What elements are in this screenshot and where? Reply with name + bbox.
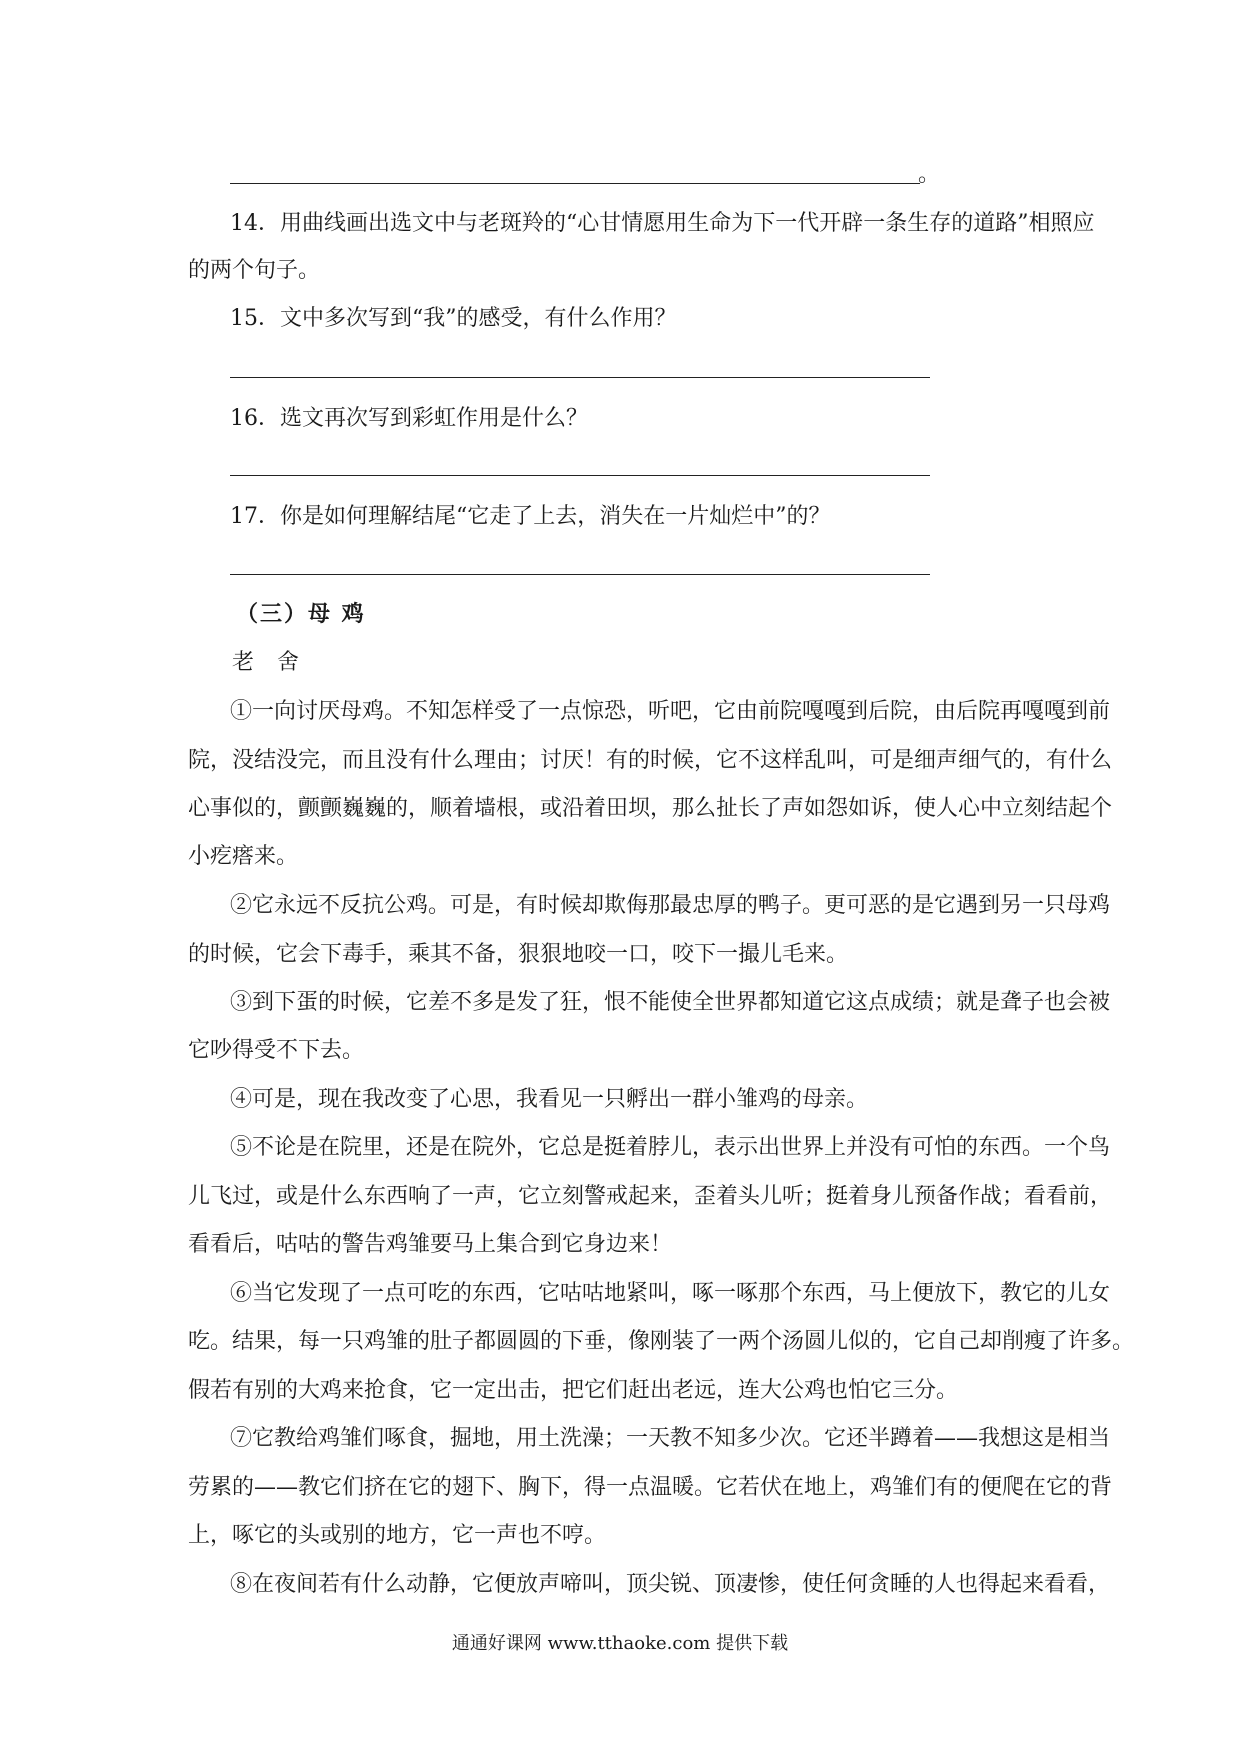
answer-line-16[interactable]	[230, 475, 930, 476]
paragraph-6-line-2: 吃。结果，每一只鸡雏的肚子都圆圆的下垂，像刚装了一两个汤圆儿似的，它自己却削瘦了许多。	[188, 1329, 1135, 1354]
paragraph-1-line-1: ①一向讨厌母鸡。不知怎样受了一点惊恐，听吧，它由前院嘎嘎到后院，由后院再嘎嘎到前	[230, 699, 1111, 724]
paragraph-4-line-1: ④可是，现在我改变了心思，我看见一只孵出一群小雏鸡的母亲。	[230, 1087, 869, 1112]
paragraph-2-line-1: ②它永远不反抗公鸡。可是，有时候却欺侮那最忠厚的鸭子。更可恶的是它遇到另一只母鸡	[230, 893, 1111, 918]
answer-line-top[interactable]	[230, 183, 920, 184]
paragraph-1-line-4: 小疙瘩来。	[188, 844, 299, 869]
paragraph-8-line-1: ⑧在夜间若有什么动静，它便放声啼叫，顶尖锐、顶凄惨，使任何贪睡的人也得起来看看，	[230, 1572, 1111, 1597]
paragraph-5-line-2: 儿飞过，或是什么东西响了一声，它立刻警戒起来，歪着头儿听；挺着身儿预备作战；看看前，	[188, 1184, 1113, 1209]
page-footer: 通通好课网 www.tthaoke.com 提供下载	[451, 1633, 789, 1654]
paragraph-1-line-2: 院，没结没完，而且没有什么理由；讨厌！有的时候，它不这样乱叫，可是细声细气的，有什么	[188, 748, 1113, 773]
answer-end-mark: 。	[918, 162, 941, 187]
paragraph-1-line-3: 心事似的，颤颤巍巍的，顺着墙根，或沿着田坝，那么扯长了声如怨如诉，使人心中立刻结起个	[188, 796, 1113, 821]
paragraph-7-line-3: 上，啄它的头或别的地方，它一声也不哼。	[188, 1523, 607, 1548]
answer-line-15[interactable]	[230, 377, 930, 378]
paragraph-2-line-2: 的时候，它会下毒手，乘其不备，狠狠地咬一口，咬下一撮儿毛来。	[188, 942, 849, 967]
question-17: 17．你是如何理解结尾“它走了上去，消失在一片灿烂中”的？	[230, 504, 831, 529]
answer-line-17[interactable]	[230, 574, 930, 575]
question-16: 16．选文再次写到彩虹作用是什么？	[230, 406, 588, 431]
paragraph-5-line-3: 看看后，咕咕的警告鸡雏要马上集合到它身边来！	[188, 1232, 673, 1257]
question-14-line-1: 14．用曲线画出选文中与老斑羚的“心甘情愿用生命为下一代开辟一条生存的道路”相照应	[230, 211, 1095, 236]
paragraph-6-line-1: ⑥当它发现了一点可吃的东西，它咕咕地紧叫，啄一啄那个东西，马上便放下，教它的儿女	[230, 1281, 1111, 1306]
question-14-line-2: 的两个句子。	[188, 258, 321, 283]
paragraph-3-line-1: ③到下蛋的时候，它差不多是发了狂，恨不能使全世界都知道它这点成绩；就是聋子也会被	[230, 990, 1111, 1015]
paragraph-6-line-3: 假若有别的大鸡来抢食，它一定出击，把它们赶出老远，连大公鸡也怕它三分。	[188, 1378, 959, 1403]
section-heading: （三）母 鸡	[236, 601, 366, 627]
section-author: 老 舍	[232, 650, 307, 675]
question-15: 15．文中多次写到“我”的感受，有什么作用？	[230, 306, 677, 331]
paragraph-7-line-1: ⑦它教给鸡雏们啄食，掘地，用土洗澡；一天教不知多少次。它还半蹲着——我想这是相当	[230, 1426, 1111, 1451]
paragraph-3-line-2: 它吵得受不下去。	[188, 1038, 365, 1063]
paragraph-7-line-2: 劳累的——教它们挤在它的翅下、胸下，得一点温暖。它若伏在地上，鸡雏们有的便爬在它的背	[188, 1475, 1113, 1500]
paragraph-5-line-1: ⑤不论是在院里，还是在院外，它总是挺着脖儿，表示出世界上并没有可怕的东西。一个鸟	[230, 1135, 1111, 1160]
